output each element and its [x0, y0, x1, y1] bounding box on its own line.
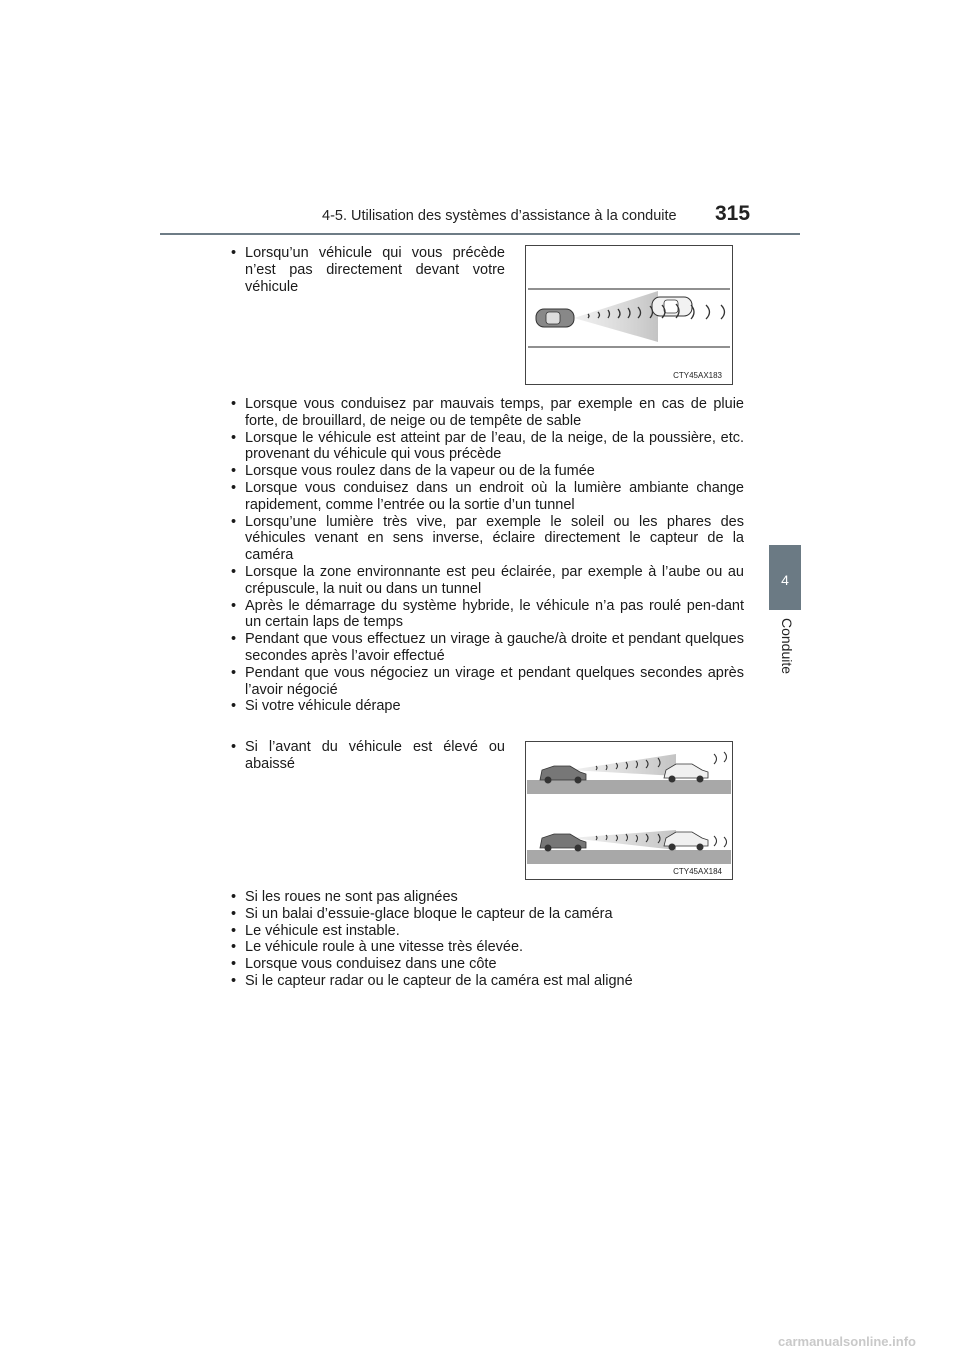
chapter-number: 4 — [781, 572, 789, 588]
figure-offset-vehicle — [525, 245, 733, 385]
bullet-list-3 — [227, 739, 505, 773]
page-number: 315 — [715, 202, 751, 225]
bullet-list-1 — [227, 245, 505, 295]
car-icon — [664, 764, 708, 783]
list-item: • Lorsqu’une lumière très vive, par exemple le soleil ou les phares des véhicules venant en sens inverse, éclaire directement le capteur de la caméra — [227, 514, 744, 564]
bullet-list-2 — [227, 396, 744, 715]
list-item: • Lorsque vous roulez dans de la vapeur ou de la fumée — [227, 463, 744, 480]
header-divider — [160, 233, 800, 235]
car-icon — [652, 297, 692, 316]
offset-vehicle-illustration — [526, 246, 732, 384]
list-item: • Lorsque vous conduisez dans un endroit où la lumière ambiante change rapidement, comme l’entrée ou la sortie d’un tunnel — [227, 480, 744, 514]
figure-code: CTY45AX184 — [673, 867, 722, 876]
list-item: • Pendant que vous effectuez un virage à gauche/à droite et pendant quelques secondes après l’avoir effectué — [227, 631, 744, 665]
car-icon — [540, 834, 586, 852]
list-item: • Pendant que vous négociez un virage et pendant quelques secondes après l’avoir négocié — [227, 665, 744, 699]
section-title: 4-5. Utilisation des systèmes d’assistance à la conduite — [322, 208, 677, 224]
list-item: • Le véhicule est instable. — [227, 923, 744, 940]
car-icon — [664, 832, 708, 851]
list-item: • Si un balai d’essuie-glace bloque le capteur de la caméra — [227, 906, 744, 923]
list-item: • Lorsque vous conduisez dans une côte — [227, 956, 744, 973]
list-item: • Lorsqu’un véhicule qui vous précède n’est pas directement devant votre véhicule — [227, 245, 505, 295]
list-item: • Si l’avant du véhicule est élevé ou abaissé — [227, 739, 505, 773]
bullet-list-4 — [227, 889, 744, 990]
chapter-label: Conduite — [779, 618, 795, 675]
list-item: • Si le capteur radar ou le capteur de la caméra est mal aligné — [227, 973, 744, 990]
list-item: • Si votre véhicule dérape — [227, 698, 744, 715]
list-item: • Lorsque vous conduisez par mauvais temps, par exemple en cas de pluie forte, de brouillard, de neige ou de tempête de sable — [227, 396, 744, 430]
figure-code: CTY45AX183 — [673, 371, 722, 380]
car-icon — [536, 309, 574, 327]
figure-raised-lowered-vehicle — [525, 741, 733, 880]
raised-lowered-illustration — [526, 742, 732, 879]
list-item: • Après le démarrage du système hybride, le véhicule n’a pas roulé pen-dant un certain laps de temps — [227, 598, 744, 632]
list-item: • Si les roues ne sont pas alignées — [227, 889, 744, 906]
list-item: • Lorsque le véhicule est atteint par de l’eau, de la neige, de la poussière, etc. provenant du véhicule qui vous précède — [227, 430, 744, 464]
watermark: carmanualsonline.info — [778, 1334, 916, 1349]
list-item: • Le véhicule roule à une vitesse très élevée. — [227, 939, 744, 956]
list-item: • Lorsque la zone environnante est peu éclairée, par exemple à l’aube ou au crépuscule, la nuit ou dans un tunnel — [227, 564, 744, 598]
